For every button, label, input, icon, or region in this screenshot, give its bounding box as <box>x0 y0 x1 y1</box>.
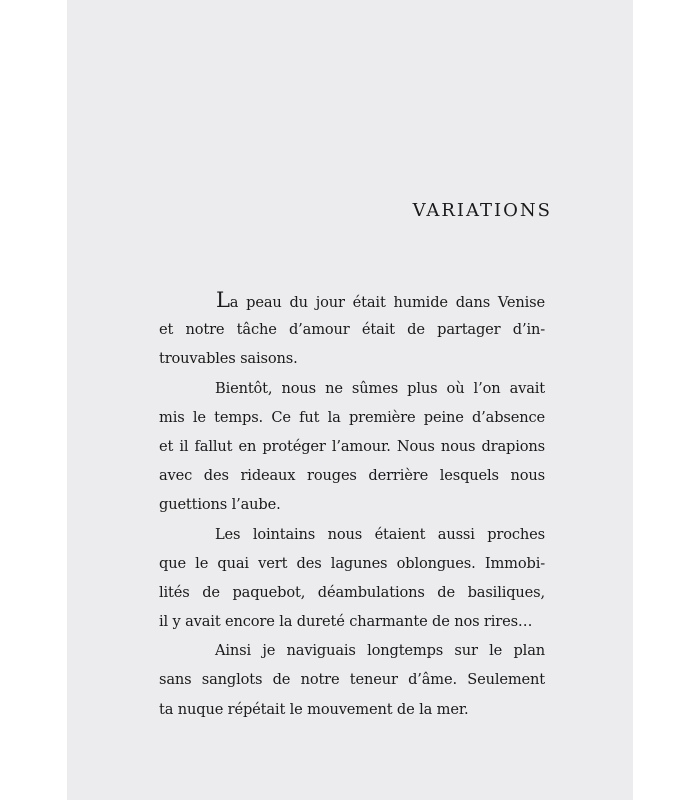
text-line: mis le temps. Ce fut la première peine d’absence <box>159 408 545 426</box>
text-line: et notre tâche d’amour était de partager d’in- <box>159 321 545 339</box>
text-line: avec des rideaux rouges derrière lesquels nous <box>159 467 545 485</box>
text-line: ta nuque répétait le mouvement de la mer. <box>159 700 469 718</box>
text-line: Bientôt, nous ne sûmes plus où l’on avait <box>215 379 545 397</box>
book-page <box>67 0 633 800</box>
text-line: sans sanglots de notre teneur d’âme. Seulement <box>159 671 545 689</box>
text-line: guettions l’aube. <box>159 496 281 514</box>
poem-body <box>159 286 545 724</box>
text-line: trouvables saisons. <box>159 350 298 368</box>
text-line: et il fallut en protéger l’amour. Nous nous drapions <box>159 437 545 455</box>
text-line: Ainsi je naviguais longtemps sur le plan <box>215 642 545 660</box>
drop-cap-letter: L <box>216 288 230 312</box>
text-line: que le quai vert des lagunes oblongues. Immobi- <box>159 554 545 572</box>
text-line: Les lointains nous étaient aussi proches <box>215 525 545 543</box>
page-title: VARIATIONS <box>412 200 552 221</box>
text-line <box>159 286 545 315</box>
text-line-content: a peau du jour était humide dans Venise <box>229 294 545 311</box>
text-line: lités de paquebot, déambulations de basiliques, <box>159 583 545 601</box>
text-line: il y avait encore la dureté charmante de nos rires… <box>159 613 533 631</box>
